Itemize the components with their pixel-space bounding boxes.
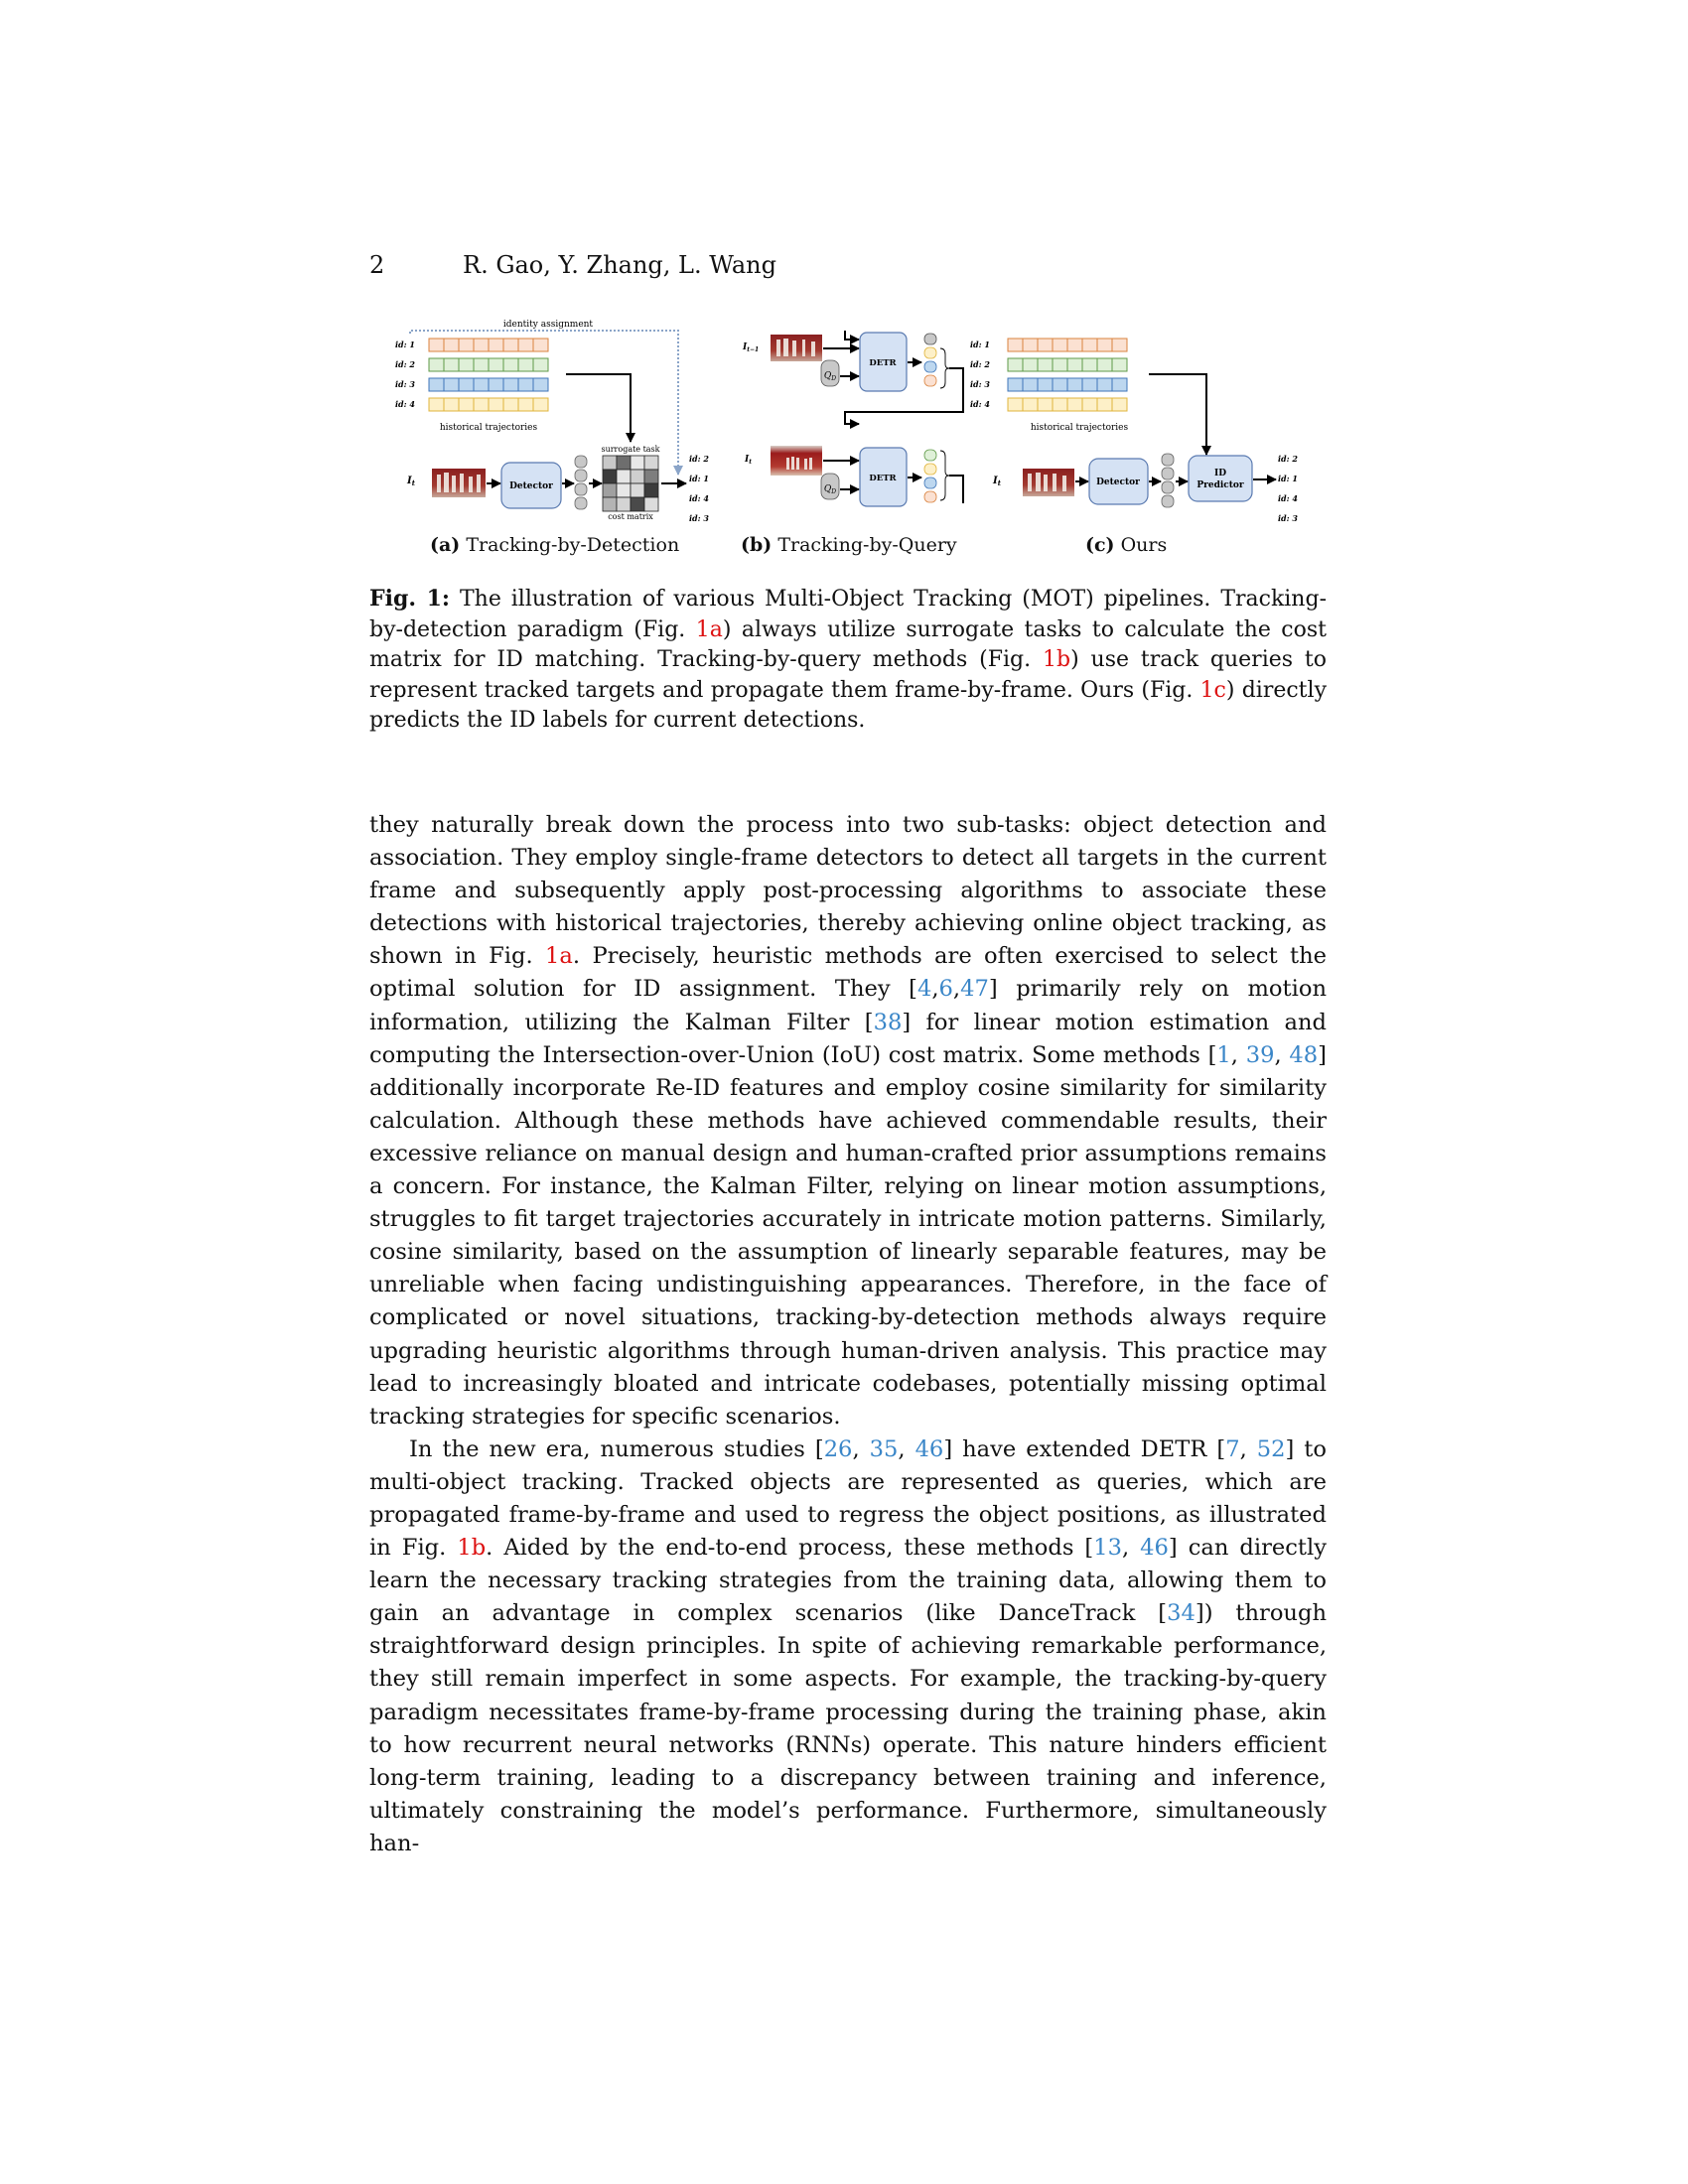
subcaption-a-letter: (a)	[430, 534, 461, 556]
running-head-authors: R. Gao, Y. Zhang, L. Wang	[463, 251, 776, 279]
panel-c-output-id: id: 3	[1278, 513, 1298, 523]
trajectory-to-cost-arrow	[566, 374, 631, 442]
trajectory-cell	[1038, 339, 1053, 351]
separator: ,	[931, 976, 939, 1003]
trajectory-cell	[444, 378, 459, 391]
citation-35[interactable]: 35	[869, 1435, 899, 1462]
track-id-label: id: 1	[395, 340, 415, 349]
separator: ,	[852, 1435, 870, 1462]
paragraph-1	[369, 809, 1327, 1433]
trajectory-cell	[503, 398, 518, 411]
cost-matrix-cell	[644, 497, 658, 511]
panel-a-output-id: id: 2	[689, 454, 709, 464]
trajectory-cell	[459, 358, 474, 371]
track-id-label: id: 1	[970, 340, 990, 349]
trajectory-cell	[1082, 398, 1097, 411]
trajectory-cell	[444, 358, 459, 371]
input-frame-label-a: $I_t$	[407, 476, 415, 487]
subcaption-b-text: Tracking-by-Query	[777, 534, 957, 556]
trajectory-cell	[1067, 358, 1082, 371]
trajectory-cell	[489, 378, 503, 391]
paragraph-text: ]) through straightforward design principles. In spite of achieving remarkable performance, they still remain imperfect in some aspects. For example, the tracking-by-query paradigm necessitates frame-by-frame processing during the training phase, akin to how recurrent neural networks (RNNs) operate. This nature hinders efficient long-term training, leading to a discrepancy between training and inference, ultimately constraining the model’s performance. Furthermore, simultaneously han-	[369, 1600, 1327, 1856]
citation-46[interactable]: 46	[914, 1435, 944, 1462]
cost-matrix-cell	[644, 456, 658, 470]
panel-c-output-id: id: 1	[1278, 474, 1298, 483]
paragraph-text: ] can directly learn the necessary tracking strategies from the training data, allowing them to gain an advantage in complex scenarios (like DanceTrack [	[369, 1535, 1327, 1627]
caption-text: ) directly predicts the ID labels for current detections.	[369, 677, 1327, 733]
panel-a-trajectory-row	[395, 378, 548, 391]
paragraph-text: ] to multi-object tracking. Tracked objects are represented as queries, which are propagated frame-by-frame and used to regress the object positions, as illustrated in Fig.	[369, 1435, 1327, 1562]
caption-text: ) use track queries to represent tracked targets and propagate them frame-by-frame. Ours (Fig.	[369, 647, 1327, 703]
paragraph-text: . Precisely, heuristic methods are often exercised to select the optimal solution for ID assignment. They [	[369, 943, 1328, 1003]
citation-38[interactable]: 38	[873, 1009, 903, 1035]
caption-text: ) always utilize surrogate tasks to calculate the cost matrix for ID matching. Tracking-by-query methods (Fig.	[369, 616, 1327, 672]
input-frame-label-c: $I_t$	[993, 476, 1001, 487]
detector-label-c: Detector	[1096, 478, 1140, 487]
brace-cur	[940, 451, 949, 500]
trajectory-cell	[1038, 358, 1053, 371]
separator: ,	[1274, 1041, 1290, 1068]
cost-matrix-cell	[603, 456, 617, 470]
trajectory-cell	[444, 339, 459, 351]
detection-embeddings-a	[575, 456, 587, 509]
panel-c-ours	[970, 339, 1298, 523]
trajectory-cell	[1067, 378, 1082, 391]
cost-matrix-cell	[644, 470, 658, 483]
citation-34[interactable]: 34	[1167, 1600, 1196, 1627]
citation-13[interactable]: 13	[1093, 1535, 1122, 1562]
track-id-label: id: 4	[395, 399, 415, 409]
figure-caption	[369, 584, 1327, 737]
detr-label-prev: DETR	[869, 358, 897, 368]
detr-label-cur: DETR	[869, 474, 897, 483]
detection-embeddings-c	[1162, 454, 1174, 507]
separator: ,	[1239, 1435, 1257, 1462]
trajectory-cell	[474, 339, 489, 351]
paragraph-text: ] primarily rely on motion information, utilizing the Kalman Filter [	[369, 976, 1327, 1035]
cost-matrix-label: cost matrix	[608, 512, 653, 521]
panel-a-output-id: id: 3	[689, 513, 709, 523]
surrogate-task-label: surrogate task	[601, 445, 660, 454]
trajectory-cell	[474, 358, 489, 371]
trajectory-cell	[489, 339, 503, 351]
trajectory-cell	[533, 378, 548, 391]
historical-trajectories-label-a: historical trajectories	[439, 423, 538, 433]
fig-ref-1b[interactable]: 1b	[1043, 647, 1071, 672]
page-number: 2	[369, 251, 385, 279]
trajectory-cell	[1008, 339, 1023, 351]
track-queries-cur	[924, 450, 936, 502]
trajectory-cell	[429, 398, 444, 411]
citation-48[interactable]: 48	[1289, 1041, 1319, 1068]
trajectory-cell	[1112, 378, 1127, 391]
panel-c-trajectory-row	[970, 358, 1127, 371]
caption-text: The illustration of various Multi-Object Tracking (MOT) pipelines. Tracking-by-detection paradigm (Fig.	[369, 587, 1327, 642]
figure-1	[377, 313, 1331, 531]
body-text	[369, 809, 1327, 1860]
separator: ,	[952, 976, 961, 1003]
trajectory-to-predictor-arrow	[1149, 374, 1206, 455]
cost-matrix	[603, 456, 658, 511]
trajectory-cell	[1053, 358, 1067, 371]
trajectory-cell	[459, 378, 474, 391]
trajectory-cell	[1097, 358, 1112, 371]
prior-queries-arrow	[845, 331, 859, 340]
trajectory-cell	[429, 339, 444, 351]
cost-matrix-cell	[603, 470, 617, 483]
trajectory-cell	[1097, 378, 1112, 391]
identity-assignment-label: identity assignment	[502, 320, 594, 330]
separator: ,	[1121, 1535, 1141, 1562]
query-label-cur: $Q_D$	[823, 484, 837, 495]
trajectory-cell	[1038, 398, 1053, 411]
trajectory-cell	[1023, 398, 1038, 411]
trajectory-cell	[474, 398, 489, 411]
trajectory-cell	[533, 358, 548, 371]
trajectory-cell	[1082, 358, 1097, 371]
trajectory-cell	[1067, 339, 1082, 351]
query-label-prev: $Q_D$	[823, 371, 837, 382]
subcaption-b	[741, 534, 957, 556]
panel-b-tracking-by-query	[742, 331, 963, 506]
panel-a-trajectory-row	[395, 339, 548, 351]
trajectory-cell	[503, 339, 518, 351]
track-queries-prev	[924, 334, 936, 386]
trajectory-cell	[1097, 398, 1112, 411]
trajectory-cell	[1112, 358, 1127, 371]
trajectory-cell	[1008, 398, 1023, 411]
trajectory-cell	[1023, 339, 1038, 351]
citation-6[interactable]: 6	[938, 976, 953, 1003]
citation-26[interactable]: 26	[823, 1435, 853, 1462]
panel-c-output-id: id: 4	[1278, 493, 1298, 503]
panel-c-output-id: id: 2	[1278, 454, 1298, 464]
trajectory-cell	[503, 358, 518, 371]
separator: ,	[1230, 1041, 1246, 1068]
trajectory-cell	[1097, 339, 1112, 351]
paragraph-text: ] additionally incorporate Re-ID features and employ cosine similarity for similarity calculation. Although these methods have achieved commendable results, their excessive reliance on manual design and human-crafted prior assumptions remains a concern. For instance, the Kalman Filter, relying on linear motion assumptions, struggles to fit target trajectories accurately in intricate motion patterns. Similarly, cosine similarity, based on the assumption of linearly separable features, may be unreliable when facing undistinguishing appearances. Therefore, in the face of complicated or novel situations, tracking-by-detection methods always require upgrading heuristic algorithms through human-driven analysis. This practice may lead to increasingly bloated and intricate codebases, potentially missing optimal tracking strategies for specific scenarios.	[369, 1041, 1327, 1430]
cost-matrix-cell	[603, 483, 617, 497]
trajectory-cell	[1038, 378, 1053, 391]
trajectory-cell	[518, 398, 533, 411]
trajectory-cell	[474, 378, 489, 391]
trajectory-cell	[518, 378, 533, 391]
trajectory-cell	[489, 398, 503, 411]
subcaption-c-letter: (c)	[1085, 534, 1115, 556]
trajectory-cell	[518, 339, 533, 351]
cost-matrix-cell	[617, 456, 631, 470]
separator: ,	[898, 1435, 915, 1462]
fig-ref-1b[interactable]: 1b	[457, 1535, 487, 1562]
track-id-label: id: 2	[395, 359, 415, 369]
cost-matrix-cell	[631, 470, 644, 483]
trajectory-cell	[518, 358, 533, 371]
trajectory-cell	[503, 378, 518, 391]
id-predictor-label-line2: Predictor	[1196, 480, 1244, 490]
track-id-label: id: 3	[970, 379, 990, 389]
cost-matrix-cell	[631, 483, 644, 497]
paragraph-text: ] for linear motion estimation and computing the Intersection-over-Union (IoU) cost matrix. Some methods [	[369, 1009, 1327, 1068]
track-id-label: id: 4	[970, 399, 990, 409]
paragraph-text: ] have extended DETR [	[943, 1435, 1226, 1462]
cost-matrix-cell	[617, 483, 631, 497]
panel-a-trajectory-row	[395, 398, 548, 411]
subcaption-c	[1085, 534, 1167, 556]
trajectory-cell	[459, 398, 474, 411]
trajectory-cell	[1023, 358, 1038, 371]
subcaption-a-text: Tracking-by-Detection	[466, 534, 680, 556]
citation-52[interactable]: 52	[1256, 1435, 1286, 1462]
id-predictor-label-line1: ID	[1213, 469, 1227, 478]
trajectory-cell	[1082, 378, 1097, 391]
trajectory-cell	[459, 339, 474, 351]
paragraph-text: they naturally break down the process into two sub-tasks: object detection and association. They employ single-frame detectors to detect all targets in the current frame and subsequently apply post-processing algorithms to associate these detections with historical trajectories, thereby achieving online object tracking, as shown in Fig.	[369, 812, 1327, 970]
input-frame-label-cur: $I_t$	[745, 455, 752, 466]
citation-39[interactable]: 39	[1245, 1041, 1275, 1068]
fig-ref-1c[interactable]: 1c	[1199, 677, 1226, 703]
cost-matrix-cell	[644, 483, 658, 497]
subcaption-a	[430, 534, 679, 556]
trajectory-cell	[1053, 378, 1067, 391]
trajectory-cell	[1053, 339, 1067, 351]
trajectory-cell	[1053, 398, 1067, 411]
trajectory-cell	[533, 339, 548, 351]
fig-ref-1a[interactable]: 1a	[545, 943, 573, 970]
trajectory-cell	[1067, 398, 1082, 411]
subcaption-c-text: Ours	[1120, 534, 1168, 556]
trajectory-cell	[429, 378, 444, 391]
cost-matrix-cell	[617, 470, 631, 483]
panel-a-output-id: id: 1	[689, 474, 709, 483]
trajectory-cell	[444, 398, 459, 411]
panel-a-output-id: id: 4	[689, 493, 709, 503]
input-frame-label-prev: $I_{t-1}$	[743, 342, 760, 353]
trajectory-cell	[533, 398, 548, 411]
citation-4[interactable]: 4	[916, 976, 932, 1003]
panel-a-tracking-by-detection	[395, 320, 709, 523]
trajectory-cell	[1023, 378, 1038, 391]
paragraph-text: . Aided by the end-to-end process, these methods [	[486, 1535, 1094, 1562]
caption-label: Fig. 1:	[369, 586, 451, 612]
propagate-next-line	[949, 476, 963, 503]
historical-trajectories-label-c: historical trajectories	[1030, 423, 1129, 433]
trajectory-cell	[1008, 378, 1023, 391]
paragraph-2	[369, 1433, 1327, 1860]
track-id-label: id: 2	[970, 359, 990, 369]
paragraph-text: In the new era, numerous studies [	[409, 1435, 824, 1462]
panel-a-trajectory-row	[395, 358, 548, 371]
id-predictor-box	[1189, 456, 1252, 501]
subcaption-b-letter: (b)	[741, 534, 773, 556]
cost-matrix-cell	[617, 497, 631, 511]
cost-matrix-cell	[603, 497, 617, 511]
citation-46[interactable]: 46	[1140, 1535, 1169, 1562]
track-id-label: id: 3	[395, 379, 415, 389]
detector-label-a: Detector	[509, 481, 553, 491]
trajectory-cell	[1082, 339, 1097, 351]
panel-c-trajectory-row	[970, 398, 1127, 411]
trajectory-cell	[1008, 358, 1023, 371]
cost-matrix-cell	[631, 497, 644, 511]
brace-prev	[940, 348, 949, 388]
trajectory-cell	[1112, 398, 1127, 411]
panel-c-trajectory-row	[970, 339, 1127, 351]
fig-ref-1a[interactable]: 1a	[695, 616, 723, 642]
panel-c-trajectory-row	[970, 378, 1127, 391]
citation-7[interactable]: 7	[1225, 1435, 1240, 1462]
citation-47[interactable]: 47	[960, 976, 989, 1003]
cost-matrix-cell	[631, 456, 644, 470]
trajectory-cell	[429, 358, 444, 371]
trajectory-cell	[489, 358, 503, 371]
citation-1[interactable]: 1	[1216, 1041, 1231, 1068]
trajectory-cell	[1112, 339, 1127, 351]
